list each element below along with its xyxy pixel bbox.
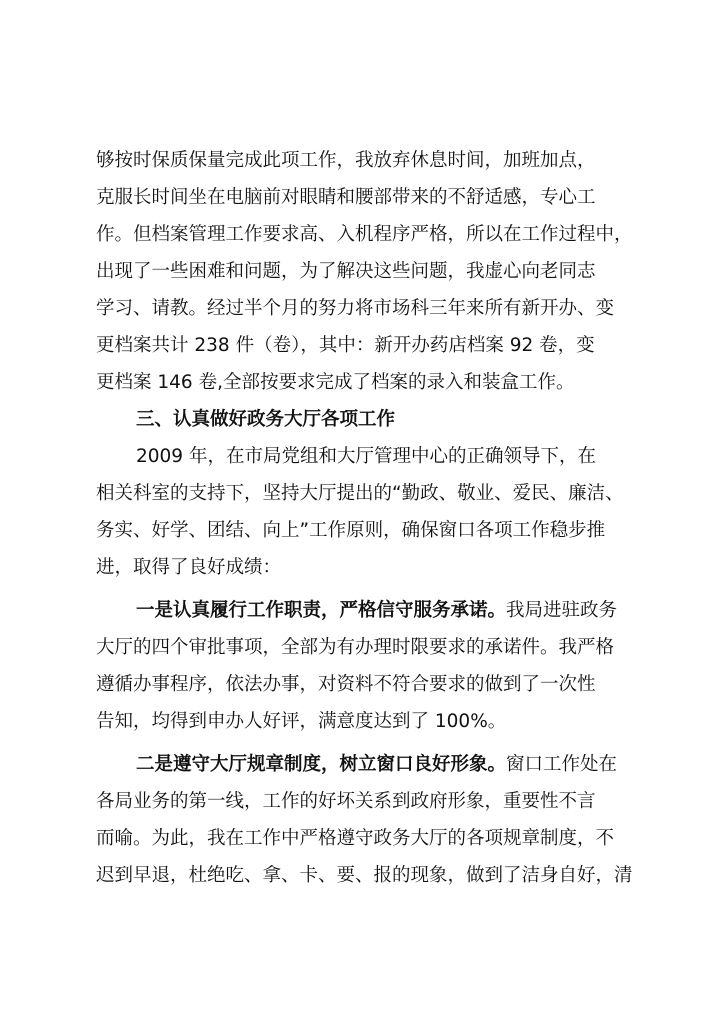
body-line: 学习、请教。经过半个月的努力将市场科三年来所有新开办、变: [96, 298, 615, 319]
section-heading: 三、认真做好政务大厅各项工作: [136, 409, 396, 430]
body-line: 进，取得了良好成绩：: [96, 557, 282, 578]
paragraph-text: 窗口工作处在: [506, 754, 618, 775]
body-line: 相关科室的支持下，坚持大厅提出的“勤政、敬业、爱民、廉洁、: [96, 483, 624, 504]
body-line: 更档案共计 238 件（卷），其中：新开办药店档案 92 卷，变: [96, 335, 595, 356]
body-line: 务实、好学、团结、向上”工作原则，确保窗口各项工作稳步推: [96, 520, 606, 541]
body-line: 各局业务的第一线，工作的好坏关系到政府形象，重要性不言: [96, 791, 596, 812]
paragraph-first-line: [136, 750, 644, 780]
bold-lead-text: 二是遵守大厅规章制度，树立窗口良好形象。: [136, 754, 507, 775]
bold-lead-text: 一是认真履行工作职责，严格信守服务承诺。: [136, 600, 507, 621]
body-line: 克服长时间坐在电脑前对眼睛和腰部带来的不舒适感，专心工: [96, 187, 596, 208]
body-line: 更档案 146 卷,全部按要求完成了档案的录入和装盒工作。: [96, 372, 575, 393]
paragraph-first-line: [136, 596, 644, 626]
paragraph-text: 我局进驻政务: [506, 600, 618, 621]
body-line: 迟到早退，杜绝吃、拿、卡、要、报的现象，做到了洁身自好，清: [96, 865, 633, 886]
body-line: 够按时保质保量完成此项工作，我放弃休息时间，加班加点，: [96, 150, 596, 171]
body-line: 作。但档案管理工作要求高、入机程序严格，所以在工作过程中，: [96, 224, 633, 245]
body-line: 遵循办事程序，依法办事，对资料不符合要求的做到了一次性: [96, 674, 596, 695]
body-line: 出现了一些困难和问题，为了解决这些问题，我虚心向老同志: [96, 261, 596, 282]
body-line: 告知，均得到申办人好评，满意度达到了 100%。: [96, 711, 507, 732]
body-line: 而喻。为此，我在工作中严格遵守政务大厅的各项规章制度，不: [96, 828, 615, 849]
paragraph-first-line: 2009 年，在市局党组和大厅管理中心的正确领导下，在: [136, 446, 596, 467]
body-line: 大厅的四个审批事项，全部为有办理时限要求的承诺件。我严格: [96, 637, 615, 658]
